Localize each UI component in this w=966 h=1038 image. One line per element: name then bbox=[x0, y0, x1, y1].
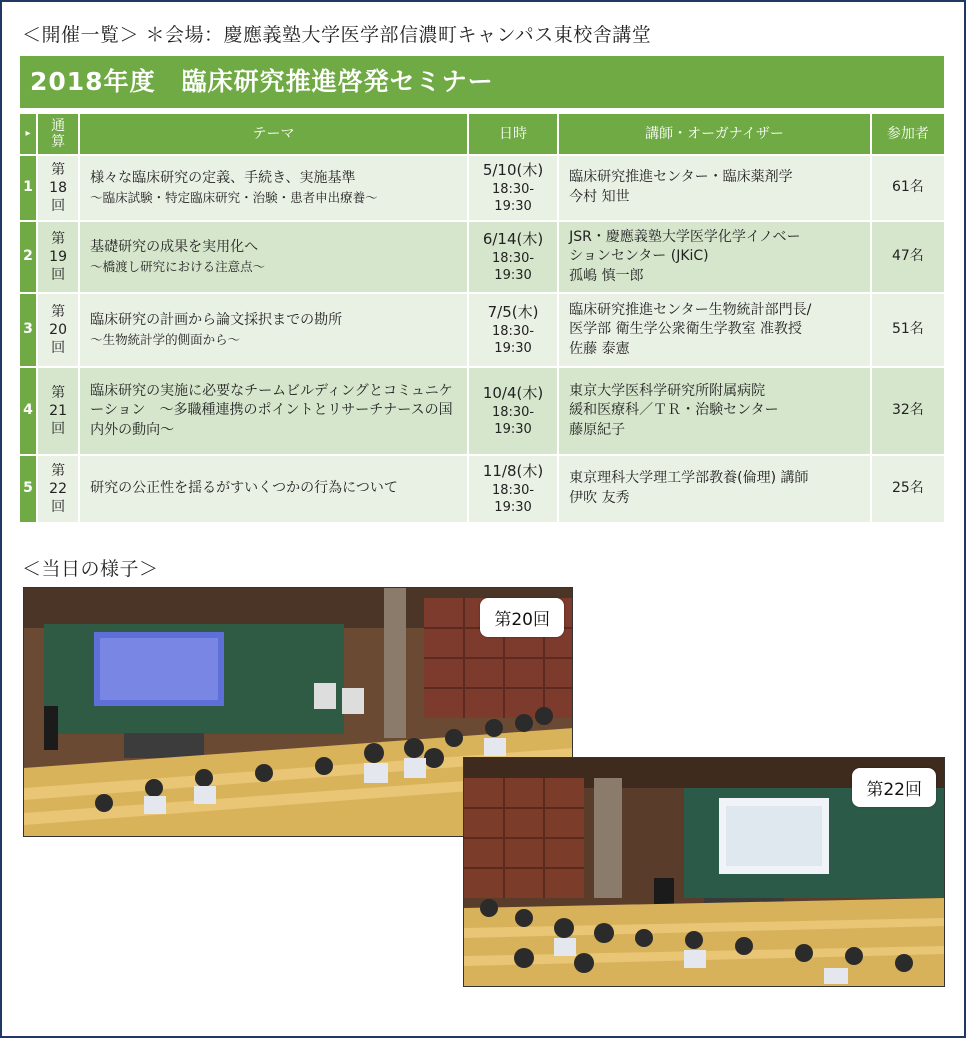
header-lecturer: 講師・オーガナイザー bbox=[559, 114, 872, 154]
table-row bbox=[20, 456, 944, 522]
header-marker: ▸ bbox=[20, 114, 38, 154]
header-date: 日時 bbox=[469, 114, 559, 154]
session-date: 10/4(木) bbox=[482, 384, 544, 403]
session-kai-2: 回 bbox=[51, 267, 66, 284]
session-lecturer bbox=[559, 368, 872, 454]
header-kai bbox=[38, 114, 80, 154]
session-kai-1: 18 bbox=[49, 179, 67, 196]
theme-main: 基礎研究の成果を実用化へ bbox=[90, 239, 259, 256]
participant-count: 32名 bbox=[872, 368, 944, 454]
header-kai-line2: 算 bbox=[51, 134, 66, 150]
session-theme bbox=[80, 156, 469, 220]
day-heading: ＜当日の様子＞ bbox=[22, 558, 159, 580]
session-time-start: 18:30- bbox=[491, 323, 535, 339]
lecturer-line2: ションセンター (JKiC) bbox=[569, 248, 709, 265]
header-participants: 参加者 bbox=[872, 114, 944, 154]
session-kai-1: 21 bbox=[49, 402, 67, 419]
session-theme bbox=[80, 294, 469, 366]
session-kai-0: 第 bbox=[51, 303, 66, 320]
session-theme bbox=[80, 222, 469, 292]
photo-seminar-22 bbox=[463, 757, 945, 987]
table-row bbox=[20, 294, 944, 366]
theme-main: 様々な臨床研究の定義、手続き、実施基準 bbox=[90, 170, 356, 187]
row-index: 3 bbox=[20, 294, 38, 366]
lecturer-line2: 緩和医療科／ＴＲ・治験センター bbox=[569, 402, 779, 419]
session-kai-0: 第 bbox=[51, 230, 66, 247]
session-lecturer bbox=[559, 294, 872, 366]
venue-line: ＜開催一覧＞ ＊会場：慶應義塾大学医学部信濃町キャンパス東校舎講堂 bbox=[22, 24, 652, 46]
theme-main: 研究の公正性を揺るがすいくつかの行為について bbox=[90, 480, 398, 497]
table-row bbox=[20, 222, 944, 292]
session-theme bbox=[80, 456, 469, 522]
session-kai-1: 20 bbox=[49, 321, 67, 338]
session-time-end: 19:30 bbox=[494, 500, 532, 516]
session-number bbox=[38, 222, 80, 292]
session-theme bbox=[80, 368, 469, 454]
session-time-end: 19:30 bbox=[494, 268, 532, 284]
lecturer-line3: 藤原紀子 bbox=[569, 421, 626, 438]
theme-main: 臨床研究の計画から論文採択までの勘所 bbox=[90, 312, 343, 329]
lecturer-line3: 佐藤 泰憲 bbox=[569, 340, 630, 357]
session-kai-2: 回 bbox=[51, 340, 66, 357]
table-header-row bbox=[20, 114, 944, 154]
session-time-end: 19:30 bbox=[494, 199, 532, 215]
lecturer-line1: 臨床研究推進センター生物統計部門長/ bbox=[569, 301, 812, 318]
session-date: 5/10(木) bbox=[482, 161, 544, 180]
session-kai-1: 19 bbox=[49, 248, 67, 265]
session-datetime bbox=[469, 294, 559, 366]
session-number bbox=[38, 156, 80, 220]
session-kai-2: 回 bbox=[51, 499, 66, 516]
participant-count: 47名 bbox=[872, 222, 944, 292]
lecturer-line2: 今村 知世 bbox=[569, 189, 630, 205]
row-index: 4 bbox=[20, 368, 38, 454]
session-date: 6/14(木) bbox=[482, 230, 544, 249]
lecturer-line3: 孤嶋 慎一郎 bbox=[569, 267, 644, 284]
session-kai-2: 回 bbox=[51, 198, 66, 215]
session-number bbox=[38, 368, 80, 454]
header-kai-line1: 通 bbox=[51, 117, 66, 134]
table-row bbox=[20, 156, 944, 220]
session-time-end: 19:30 bbox=[494, 341, 532, 357]
participant-count: 25名 bbox=[872, 456, 944, 522]
session-time-start: 18:30- bbox=[491, 181, 535, 197]
session-kai-0: 第 bbox=[51, 161, 66, 178]
lecturer-line2: 医学部 衛生学公衆衛生学教室 准教授 bbox=[569, 321, 803, 338]
row-index: 2 bbox=[20, 222, 38, 292]
session-datetime bbox=[469, 156, 559, 220]
theme-sub: ～生物統計学的側面から～ bbox=[90, 332, 241, 348]
lecturer-line1: JSR・慶應義塾大学医学化学イノベー bbox=[569, 228, 801, 245]
table-row bbox=[20, 368, 944, 454]
session-datetime bbox=[469, 456, 559, 522]
session-kai-2: 回 bbox=[51, 421, 66, 438]
session-date: 7/5(木) bbox=[487, 303, 539, 322]
session-datetime bbox=[469, 368, 559, 454]
session-kai-1: 22 bbox=[49, 480, 67, 497]
theme-main: 臨床研究の実施に必要なチームビルディングとコミュニケーション ～多職種連携のポイントとリサーチナースの国内外の動向～ bbox=[90, 382, 453, 438]
seminar-title: 2018年度 臨床研究推進啓発セミナー bbox=[20, 56, 944, 108]
session-kai-0: 第 bbox=[51, 384, 66, 401]
header-theme: テーマ bbox=[80, 114, 469, 154]
session-time-start: 18:30- bbox=[491, 482, 535, 498]
session-time-end: 19:30 bbox=[494, 422, 532, 438]
row-index: 5 bbox=[20, 456, 38, 522]
lecturer-line2: 伊吹 友秀 bbox=[569, 490, 630, 506]
photo-label-20: 第20回 bbox=[480, 598, 564, 637]
session-time-start: 18:30- bbox=[491, 404, 535, 420]
photo-label-22: 第22回 bbox=[852, 768, 936, 807]
lecturer-line1: 東京大学医科学研究所附属病院 bbox=[569, 382, 766, 399]
lecturer-line1: 臨床研究推進センター・臨床薬剤学 bbox=[569, 169, 793, 186]
theme-sub: ～橋渡し研究における注意点～ bbox=[90, 259, 266, 275]
session-number bbox=[38, 294, 80, 366]
session-lecturer bbox=[559, 156, 872, 220]
session-lecturer bbox=[559, 456, 872, 522]
participant-count: 61名 bbox=[872, 156, 944, 220]
participant-count: 51名 bbox=[872, 294, 944, 366]
session-datetime bbox=[469, 222, 559, 292]
session-number bbox=[38, 456, 80, 522]
session-time-start: 18:30- bbox=[491, 250, 535, 266]
session-kai-0: 第 bbox=[51, 462, 66, 479]
seminar-table bbox=[20, 112, 944, 524]
lecturer-line1: 東京理科大学理工学部教養(倫理) 講師 bbox=[569, 470, 809, 487]
session-lecturer bbox=[559, 222, 872, 292]
row-index: 1 bbox=[20, 156, 38, 220]
theme-sub: ～臨床試験・特定臨床研究・治験・患者申出療養～ bbox=[90, 190, 378, 206]
session-date: 11/8(木) bbox=[482, 462, 544, 481]
